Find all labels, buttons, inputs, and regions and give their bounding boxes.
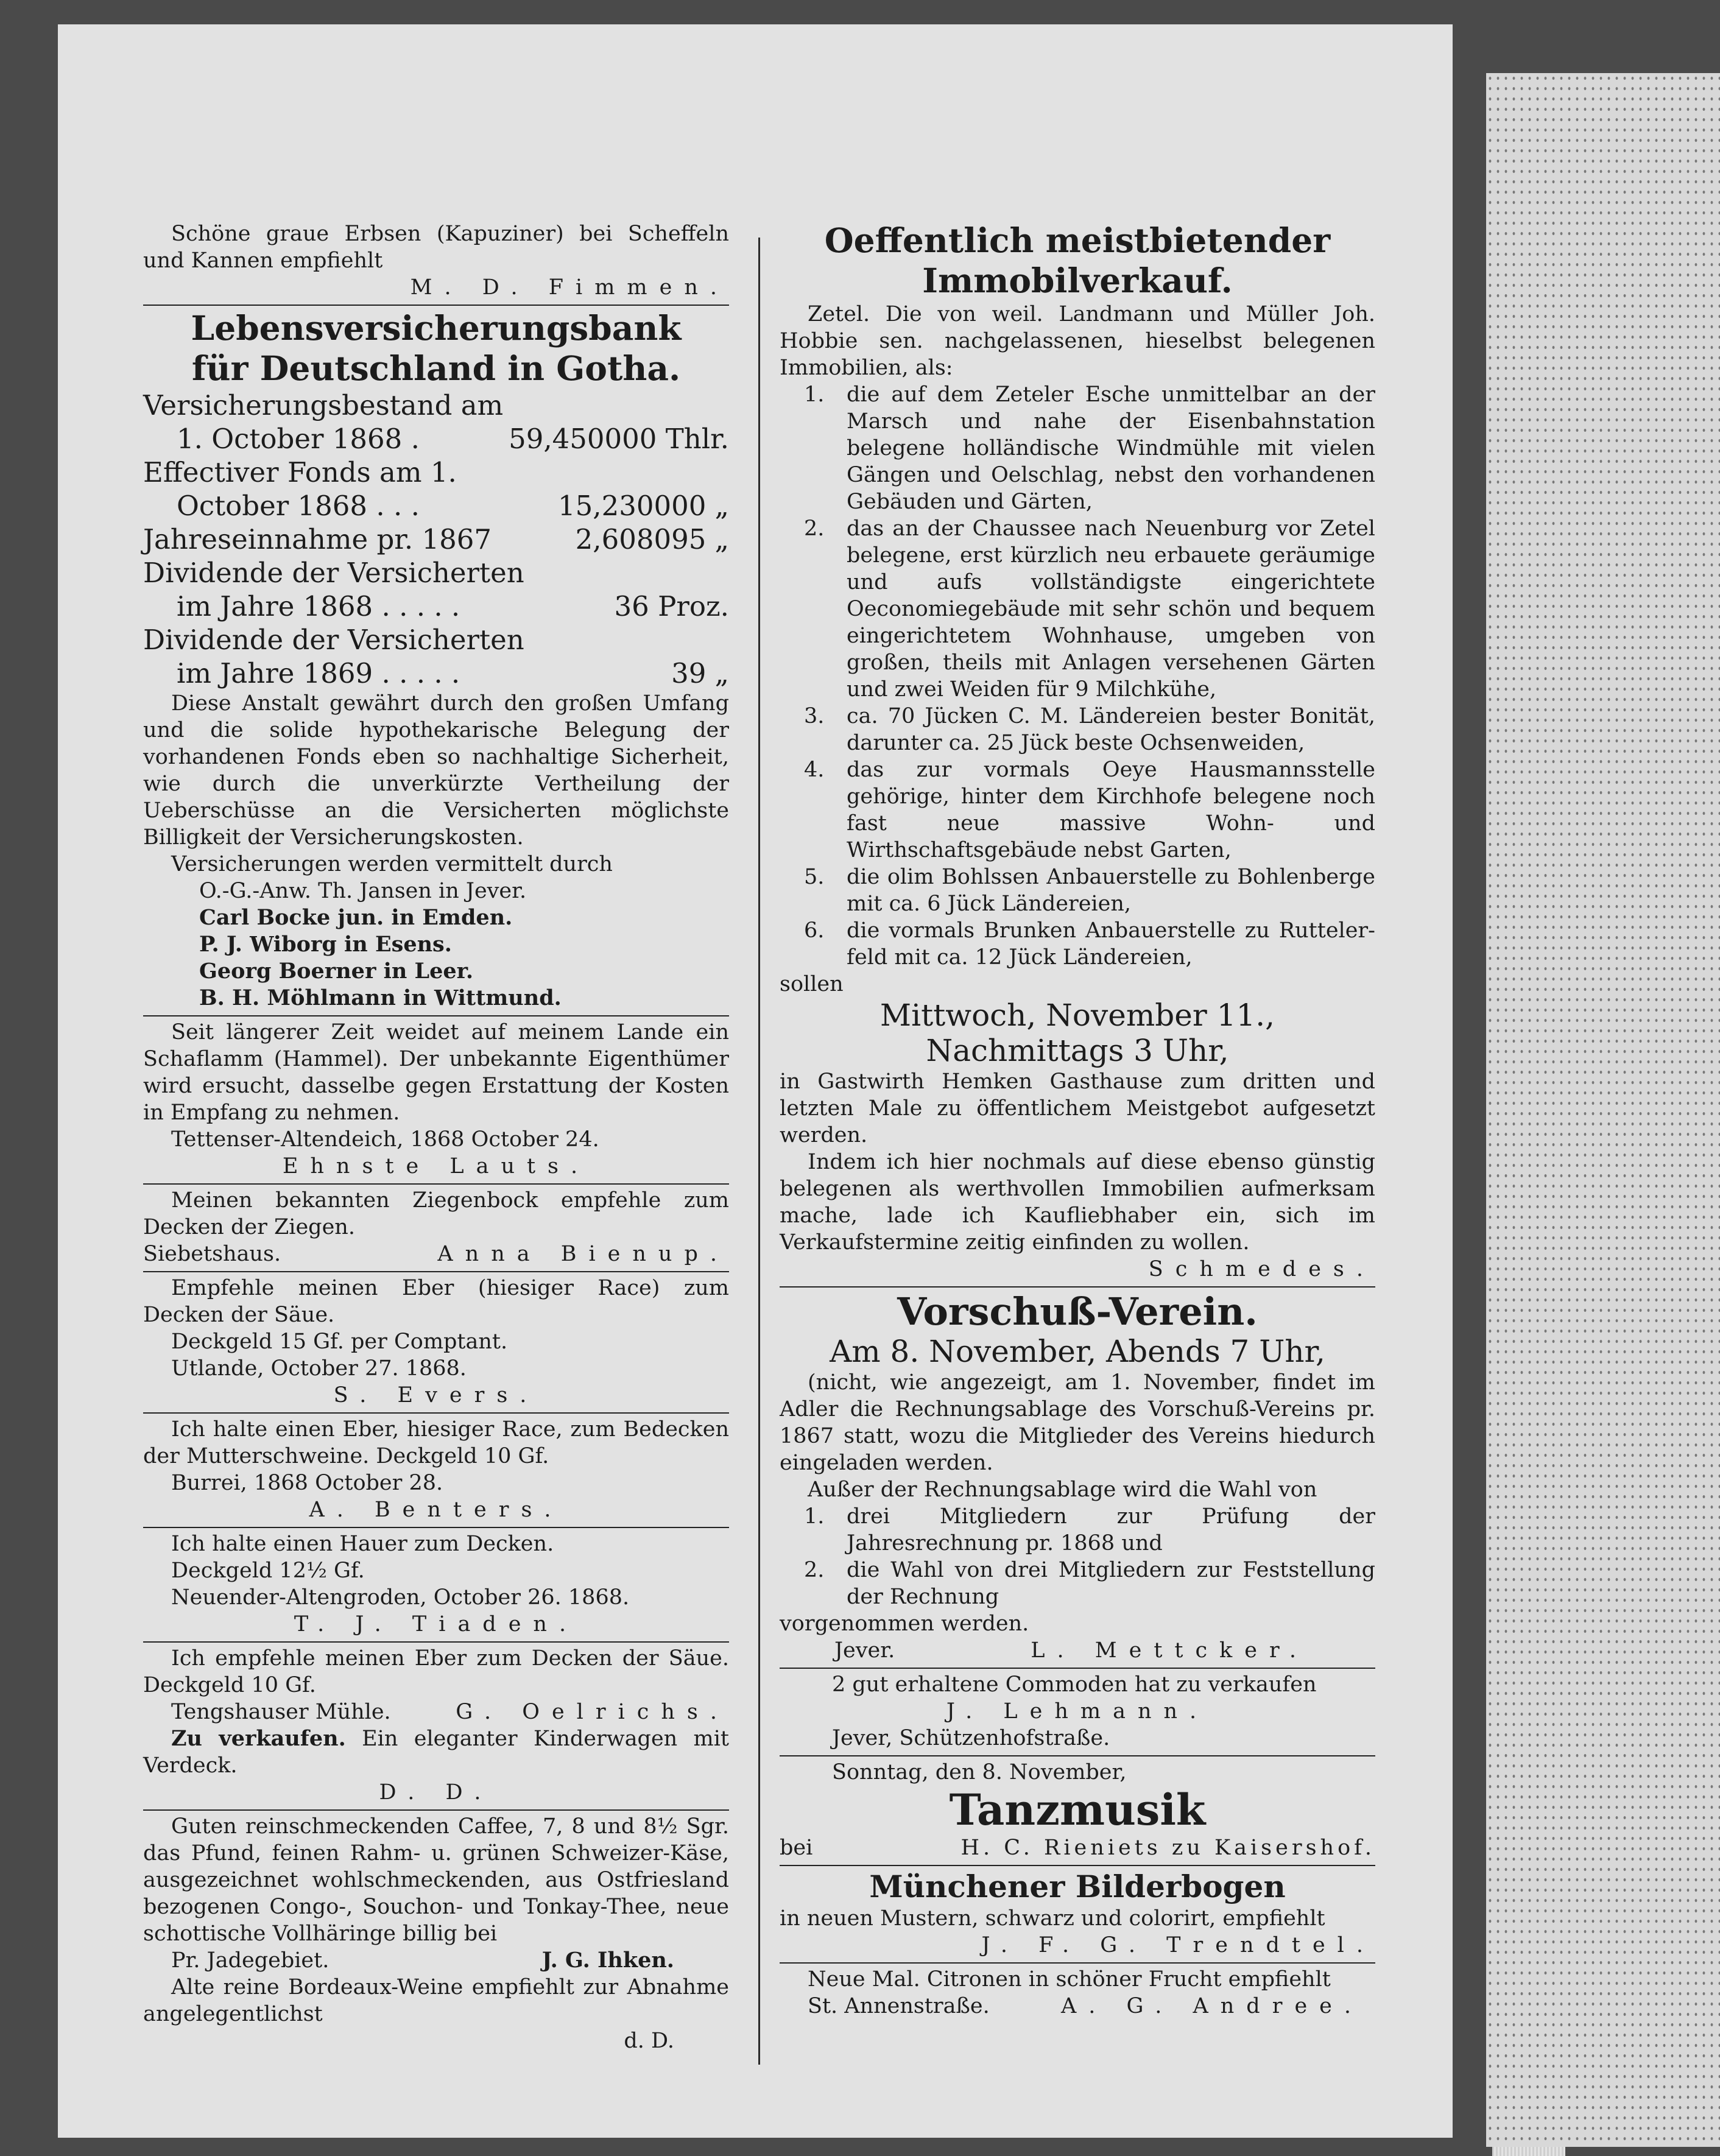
ad-text: Diese Anstalt gewährt durch den großen Umfang und die solide hypothekarische Belegung der vorhandenen Fonds eben so nachhaltige Sicherheit, wie durch die unverkürzte Vertheilung der Ueberschüsse an die Versicherten möglichste Billigkeit der Versicherungskosten.	[143, 691, 729, 850]
figures-table	[143, 389, 729, 690]
ad-text: Neue Mal. Citronen in schöner Frucht empfiehlt	[808, 1967, 1331, 1992]
ad-footer	[780, 1637, 1375, 1664]
figure-label: im Jahre 1868 . . . . .	[177, 590, 460, 622]
ad-commoden	[780, 1669, 1375, 1756]
agent-name: O.-G.-Anw. Th. Jansen in Jever.	[199, 879, 527, 903]
ad-text: Seit längerer Zeit weidet auf meinem Lande ein Schaflamm (Hammel). Der unbekannte Eigenthümer wird ersucht, dasselbe gegen Erstattung der Kosten in Empfang zu nehmen.	[143, 1020, 729, 1125]
ad-text-body: Ein eleganter Kinderwagen mit Verdeck.	[143, 1727, 729, 1778]
ad-title-2: für Deutschland in Gotha.	[191, 348, 681, 388]
ad-text: 2 gut erhaltene Commoden hat zu verkaufen	[832, 1672, 1317, 1697]
ad-signature: D. D.	[379, 1780, 493, 1805]
agent-name: Carl Bocke jun. in Emden.	[199, 905, 513, 930]
figure-value: 36 Proz.	[614, 590, 729, 622]
ad-vorschuss-verein	[780, 1288, 1375, 1669]
ad-text: Deckgeld 15 Gf. per Comptant.	[171, 1330, 508, 1354]
ad-erbsen	[143, 218, 729, 306]
ad-text: Außer der Rechnungsablage wird die Wahl von	[808, 1478, 1317, 1502]
ad-hauer	[143, 1528, 729, 1643]
ad-text: Ich halte einen Eber, hiesiger Race, zum Bedecken der Mutterschweine. Deckgeld 10 Gf.	[143, 1417, 729, 1468]
figure-label: Effectiver Fonds am 1.	[143, 456, 457, 488]
figure-label: Versicherungsbestand am	[143, 389, 504, 421]
ad-text: in neuen Mustern, schwarz und colorirt, empfiehlt	[780, 1906, 1325, 1931]
ad-ziegenbock	[143, 1185, 729, 1272]
figure-row	[143, 389, 729, 422]
ad-title: Oeffentlich meistbietender	[824, 220, 1331, 260]
figure-label: October 1868 . . .	[177, 490, 420, 522]
ad-signature: T. J. Tiaden.	[294, 1612, 579, 1636]
ad-text: Ich empfehle meinen Eber zum Decken der Säue. Deckgeld 10 Gf.	[143, 1646, 729, 1697]
list-item-text: ca. 70 Jücken C. M. Ländereien bester Bonität, darunter ca. 25 Jück beste Ochsenweiden,	[847, 704, 1375, 755]
figure-row	[143, 556, 729, 590]
ad-footer	[780, 1993, 1375, 2020]
figure-value: 2,608095 „	[575, 523, 729, 555]
book-edge-speckle	[1486, 73, 1720, 2147]
ad-signature: Ehnste Lauts.	[282, 1154, 590, 1178]
list-item-text: drei Mitgliedern zur Prüfung der Jahresrechnung pr. 1868 und	[847, 1504, 1375, 1555]
ad-signature: Schmedes.	[1148, 1257, 1375, 1281]
ad-place: St. Annenstraße.	[808, 1994, 990, 2018]
figure-row	[143, 422, 729, 456]
figure-row	[143, 523, 729, 556]
ad-text: Schöne graue Erbsen (Kapuziner) bei Scheffeln und Kannen empfiehlt	[143, 222, 729, 273]
ad-schaflamm	[143, 1016, 729, 1185]
ad-text: Ich halte einen Hauer zum Decken.	[171, 1532, 554, 1556]
ad-footer	[780, 1834, 1375, 1861]
ad-title: Lebensversicherungsbank	[191, 308, 682, 348]
ad-footer	[143, 1241, 729, 1267]
agent-name: B. H. Möhlmann in Wittmund.	[199, 985, 562, 1010]
figure-row	[143, 590, 729, 623]
agent-name: P. J. Wiborg in Esens.	[199, 932, 452, 957]
ad-text: Empfehle meinen Eber (hiesiger Race) zum Decken der Säue.	[143, 1276, 729, 1327]
ad-text: Zetel. Die von weil. Landmann und Müller Joh. Hobbie sen. nachgelassenen, hieselbst belegenen Immobilien, als:	[780, 302, 1375, 380]
figure-label: Jahreseinnahme pr. 1867	[143, 523, 492, 555]
list-item: 3. ca. 70 Jücken C. M. Ländereien bester Bonität, darunter ca. 25 Jück beste Ochsenweiden,	[804, 704, 1375, 755]
list-item: 1. die auf dem Zeteler Esche unmittelbar an der Marsch und nahe der Eisenbahnstation belegene holländische Windmühle mit vielen Gängen und Oelschlag, nebst den vorhandenen Gebäuden und Gärten,	[804, 382, 1375, 514]
ad-title: Tanzmusik	[949, 1784, 1206, 1835]
ad-signature: J. F. G. Trendtel.	[981, 1933, 1375, 1957]
list-item-text: die Wahl von drei Mitgliedern zur Feststellung der Rechnung	[847, 1558, 1375, 1609]
ad-signature: M. D. Fimmen.	[410, 275, 729, 300]
agents-intro: Versicherungen werden vermittelt durch	[171, 852, 613, 876]
list-item: 6. die vormals Brunken Anbauerstelle zu Rutteler-feld mit ca. 12 Jück Ländereien,	[804, 918, 1375, 970]
ad-text: Deckgeld 12½ Gf.	[171, 1559, 365, 1583]
ad-caffee	[143, 1811, 729, 2058]
ad-text: vorgenommen werden.	[780, 1612, 1029, 1636]
list-item: 2. die Wahl von drei Mitgliedern zur Feststellung der Rechnung	[804, 1558, 1375, 1609]
right-column	[780, 218, 1375, 2023]
ad-place: Pr. Jadegebiet.	[171, 1948, 330, 1973]
left-column	[143, 218, 729, 2058]
list-item-text: das zur vormals Oeye Hausmannsstelle gehörige, hinter dem Kirchhofe belegene noch fast neue massive Wohn- und Wirthschaftsgebäude nebst Garten,	[847, 758, 1375, 862]
ad-signature: A. Benters.	[309, 1498, 563, 1522]
ad-footer	[143, 1699, 729, 1725]
list-item: 1. drei Mitgliedern zur Prüfung der Jahresrechnung pr. 1868 und	[804, 1504, 1375, 1555]
auction-time: Nachmittags 3 Uhr,	[926, 1033, 1229, 1068]
ad-tanzmusik	[780, 1756, 1375, 1866]
ad-lebensversicherung	[143, 306, 729, 1016]
ad-signature: J. G. Ihken.	[541, 1948, 674, 1973]
ad-text: Sonntag, den 8. November,	[832, 1760, 1127, 1784]
ad-place: Siebetshaus.	[143, 1242, 281, 1266]
figure-label: 1. October 1868 .	[177, 423, 420, 455]
agent-name: Georg Boerner in Leer.	[199, 959, 474, 984]
election-list	[780, 1503, 1375, 1610]
list-item: 2. das an der Chaussee nach Neuenburg vor Zetel belegene, erst kürzlich neu erbauete geräumige und aufs vollständigste eingerichtete Oeconomiegebäude mit sehr schön und bequem eingerichtetem Wohnhause, umgeben von großen, theils mit Anlagen versehenen Gärten und zwei Weiden für 9 Milchkühe,	[804, 516, 1375, 702]
ad-signature: Anna Bienup.	[437, 1242, 729, 1266]
ad-signature: J. Lehmann.	[946, 1699, 1209, 1724]
ad-text: Alte reine Bordeaux-Weine empfiehlt zur Abnahme angelegentlichst	[143, 1975, 729, 2026]
ad-eber-oelrichs	[143, 1643, 729, 1811]
ad-eber-benters	[143, 1414, 729, 1528]
ad-place: Jever, Schützenhofstraße.	[832, 1726, 1110, 1750]
ad-dateline: Tettenser-Altendeich, 1868 October 24.	[171, 1127, 599, 1152]
ad-text: sollen	[780, 972, 844, 996]
ad-dateline: Burrei, 1868 October 28.	[171, 1471, 443, 1495]
list-item: 5. die olim Bohlssen Anbauerstelle zu Bohlenberge mit ca. 6 Jück Ländereien,	[804, 865, 1375, 916]
ad-signature: H. C. Rieniets zu Kaisershof.	[960, 1836, 1375, 1860]
ad-text: Meinen bekannten Ziegenbock empfehle zum Decken der Ziegen.	[143, 1188, 729, 1239]
meeting-date: Am 8. November, Abends 7 Uhr,	[830, 1334, 1325, 1369]
ad-place: Jever.	[834, 1638, 895, 1663]
ad-text: bei	[780, 1836, 813, 1860]
ad-title-2: Immobilverkauf.	[922, 261, 1233, 300]
ad-immobilverkauf	[780, 218, 1375, 1288]
ad-signature: L. Mettcker.	[1031, 1638, 1308, 1663]
figure-value: 15,230000 „	[558, 490, 729, 522]
ad-title: Vorschuß-Verein.	[897, 1289, 1258, 1334]
ad-dateline: Neuender-Altengroden, October 26. 1868.	[171, 1585, 630, 1610]
ad-lead: Zu verkaufen.	[171, 1726, 346, 1751]
ad-signature: A. G. Andree.	[1061, 1994, 1363, 2018]
ad-citronen	[780, 1964, 1375, 2023]
figure-row	[143, 456, 729, 489]
ad-title: Münchener Bilderbogen	[869, 1869, 1286, 1904]
figure-row	[143, 489, 729, 523]
figure-label: Dividende der Versicherten	[143, 624, 524, 656]
list-item-text: die vormals Brunken Anbauerstelle zu Rutteler-feld mit ca. 12 Jück Ländereien,	[847, 918, 1375, 970]
property-list	[780, 381, 1375, 971]
auction-date: Mittwoch, November 11.,	[879, 998, 1275, 1033]
ad-text: Guten reinschmeckenden Caffee, 7, 8 und 8½ Sgr. das Pfund, feinen Rahm- u. grünen Schweizer-Käse, ausgezeichnet wohlschmeckenden, aus Ostfriesland bezogenen Congo-, Souchon- und Tonkay-Thee, neue schottische Vollhäringe billig bei	[143, 1814, 729, 1946]
figure-row	[143, 657, 729, 690]
figure-row	[143, 623, 729, 657]
newspaper-page	[58, 24, 1453, 2138]
ad-signature: S. Evers.	[333, 1383, 539, 1407]
ad-signature: d. D.	[624, 2029, 674, 2053]
figure-value: 59,450000 Thlr.	[509, 423, 729, 455]
ad-eber-evers	[143, 1272, 729, 1414]
ad-text: in Gastwirth Hemken Gasthause zum dritten und letzten Male zu öffentlichem Meistgebot aufgesetzt werden.	[780, 1069, 1375, 1147]
column-rule	[758, 238, 760, 2065]
ad-place: Tengshauser Mühle.	[171, 1700, 391, 1724]
figure-label: Dividende der Versicherten	[143, 557, 524, 589]
figure-value: 39 „	[671, 657, 729, 689]
ad-dateline: Utlande, October 27. 1868.	[171, 1356, 467, 1381]
ad-signature: G. Oelrichs.	[456, 1700, 729, 1724]
list-item-text: die olim Bohlssen Anbauerstelle zu Bohlenberge mit ca. 6 Jück Ländereien,	[847, 865, 1375, 916]
ad-text: Indem ich hier nochmals auf diese ebenso günstig belegenen als werthvollen Immobilien aufmerksam mache, lade ich Kaufliebhaber ein, sich im Verkaufstermine zeitig einfinden zu wollen.	[780, 1150, 1375, 1255]
ad-bilderbogen	[780, 1866, 1375, 1964]
figure-label: im Jahre 1869 . . . . .	[177, 657, 460, 689]
list-item-text: das an der Chaussee nach Neuenburg vor Zetel belegene, erst kürzlich neu erbauete geräumige und aufs vollständigste eingerichtete Oeconomiegebäude mit sehr schön und bequem eingerichtetem Wohnhause, umgeben von großen, theils mit Anlagen versehenen Gärten und zwei Weiden für 9 Milchkühe,	[847, 516, 1375, 702]
list-item-text: die auf dem Zeteler Esche unmittelbar an der Marsch und nahe der Eisenbahnstation belegene holländische Windmühle mit vielen Gängen und Oelschlag, nebst den vorhandenen Gebäuden und Gärten,	[847, 382, 1375, 514]
ad-text: (nicht, wie angezeigt, am 1. November, findet im Adler die Rechnungsablage des Vorschuß-Vereins pr. 1867 statt, wozu die Mitglieder des Vereins hiedurch eingeladen werden.	[780, 1370, 1375, 1475]
list-item: 4. das zur vormals Oeye Hausmannsstelle gehörige, hinter dem Kirchhofe belegene noch fast neue massive Wohn- und Wirthschaftsgebäude nebst Garten,	[804, 758, 1375, 862]
ad-text	[143, 1725, 729, 1779]
ad-footer	[143, 1947, 729, 1974]
